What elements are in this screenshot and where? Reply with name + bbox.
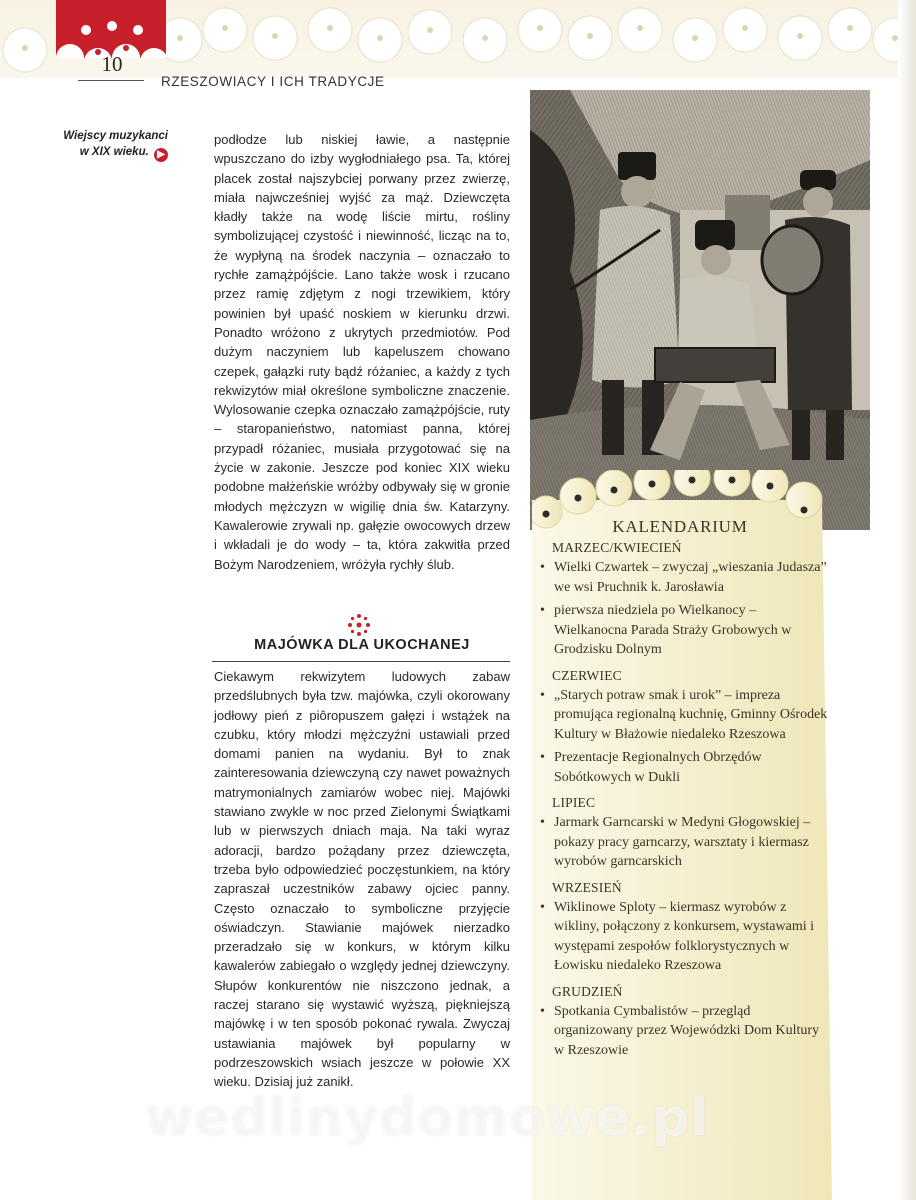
calendar-month-heading: LIPIEC bbox=[552, 795, 596, 810]
calendar-event-text: pierwsza niedziela po Wielkanocy – Wielkanocna Parada Straży Grobowych w Grodzisku Dolnym bbox=[554, 603, 792, 657]
bullet-icon: • bbox=[540, 560, 545, 575]
musicians-engraving bbox=[530, 90, 870, 530]
image-caption bbox=[56, 128, 168, 162]
calendar-month-heading: WRZESIEŃ bbox=[552, 879, 622, 895]
arrow-right-icon: ▶ bbox=[154, 148, 168, 162]
bullet-icon: • bbox=[540, 603, 545, 618]
bullet-icon: • bbox=[540, 750, 545, 765]
calendar-event bbox=[538, 601, 828, 660]
calendar-month-heading: GRUDZIEŃ bbox=[552, 983, 623, 999]
page-number-badge bbox=[56, 0, 166, 58]
page-edge-shadow bbox=[898, 0, 916, 1200]
bullet-icon: • bbox=[540, 687, 545, 703]
bullet-icon: • bbox=[540, 899, 545, 915]
page-number: 10 bbox=[101, 52, 123, 76]
caption-text: Wiejscy muzykanci w XIX wieku. bbox=[63, 130, 168, 158]
bullet-icon: • bbox=[540, 815, 545, 830]
section-heading: MAJÓWKA DLA UKOCHANEJ bbox=[254, 637, 470, 653]
calendar-event-text: Wielki Czwartek – zwyczaj „wieszania Judasza” we wsi Pruchnik k. Jarosławia bbox=[554, 560, 827, 595]
section-rule bbox=[212, 661, 510, 662]
paragraph-text: Ciekawym rekwizytem ludowych zabaw przedślubnych była tzw. majówka, czyli okorowany jodłowy pień z piôropuszem gałęzi i wstążek na czubku, który młodzi mężczyźni ustawiali przed domami panien na wydaniu. Był to znak zainteresowania dziewczyną czy nawet poważnych matrymonialnych zamiarów wobec niej. Majówki stawiano zwykle w noc przed Zielonymi Świątkami lub w pierwszych dniach maja. Na taki wyraz adoracji, bardzo pożądany przez dziewczęta, trzeba było odpowiedzieć poczęstunkiem, na który zapraszał uczestników zabawy ojciec panny. Często oznaczało to symboliczne przyjęcie oświadczyn. Stawianie majówek nierzadko przeradzało się w konkurs, w którym kilku kawalerów zabiegało o względy jednej dziewczyny. Słupów konkurentów nie niszczono jednak, a raczej starano się wystawić wyższą, piękniejszą majówkę i w ten sposób pokonać rywala. Zwyczaj ustawiania majówek był popularny w podrzeszowskich wsiach jeszcze w połowie XX wieku. Dzisiaj już zanikł. bbox=[214, 669, 510, 1090]
paragraph-text: podłodze lub niskiej ławie, a następnie wpuszczano do izby wygłodniałego psa. Ta, której placek został najszybciej porwany przez zwierzę, miała najwcześniej wyjść za mąż. Dziewczęta kładły także na wodę liście mirtu, rośliny symbolizującej czystość i niewinność, licząc na to, że wypłyną na środek naczynia – oznaczało to rychłe zamążpójście. Lano także wosk i rzucano przez ramię zdjętym z nogi trzewikiem, który powinien był upaść noskiem w kierunku drzwi. Ponadto wróżono z ukrytych przedmiotów. Pod dużym naczyniem lub kapeluszem chowano czepek, gałązki ruty bądź różaniec, a każdy z tych rekwizytów miał określone symboliczne znaczenie. Wylosowanie czepka oznaczało zamążpójście, ruty – staropanieństwo, natomiast panna, której przypadł różaniec, musiała przygotować się na życie w zakonie. Jeszcze pod koniec XIX wieku podobne małżeńskie wróżby odbywały się w gronie młodych mężczyzn w wigilię dnia św. Katarzyny. Kawalerowie zrywali np. gałęzie owocowych drzew i wkładali je do wody – ta, która zakwitła przed Bożym Narodzeniem, wróżyła rychły ślub. bbox=[214, 132, 510, 572]
calendar-event-text: Prezentacje Regionalnych Obrzędów Sobótkowych w Dukli bbox=[554, 750, 762, 785]
bullet-icon: • bbox=[540, 1003, 545, 1019]
calendar-event-text: „Starych potraw smak i urok” – impreza promująca regionalną kuchnię, Gminny Ośrodek Kultury w Błażowie niedaleko Rzeszowa bbox=[554, 687, 828, 742]
calendarium-list bbox=[538, 540, 828, 1068]
calendar-event bbox=[538, 748, 828, 787]
calendar-event bbox=[538, 813, 828, 872]
calendar-event-text: Spotkania Cymbalistów – przegląd organizowany przez Wojewódzki Dom Kultury w Rzeszowie bbox=[554, 1003, 820, 1058]
calendar-event bbox=[538, 558, 828, 597]
calendar-event bbox=[538, 898, 828, 976]
calendar-month-heading: CZERWIEC bbox=[552, 667, 622, 683]
calendar-event-text: Jarmark Garncarski w Medyni Głogowskiej – pokazy pracy garncarzy, warsztaty i kiermasz wyrobów garncarskich bbox=[554, 815, 811, 869]
header-rule bbox=[78, 80, 144, 81]
month-spacer bbox=[538, 1064, 828, 1068]
watermark-text: wedlinydomowe.pl bbox=[145, 1088, 710, 1148]
calendar-event bbox=[538, 1002, 828, 1061]
article-paragraph-1 bbox=[214, 130, 510, 574]
calendar-event bbox=[538, 686, 828, 745]
running-head: RZESZOWIACY I ICH TRADYCJE bbox=[161, 74, 385, 89]
article-paragraph-2 bbox=[214, 667, 510, 1092]
badge-lace bbox=[56, 0, 166, 58]
calendar-month-heading: MARZEC/KWIECIEŃ bbox=[552, 540, 682, 555]
engraving-drawing bbox=[530, 90, 870, 530]
flower-ornament-icon bbox=[344, 610, 374, 640]
calendar-event-text: Wiklinowe Sploty – kiermasz wyrobów z wikliny, połączony z konkursem, wystawami i występami zespołów folklorystycznych w Łowisku niedaleko Rzeszowa bbox=[554, 899, 814, 973]
calendarium-title: KALENDARIUM bbox=[612, 517, 748, 536]
